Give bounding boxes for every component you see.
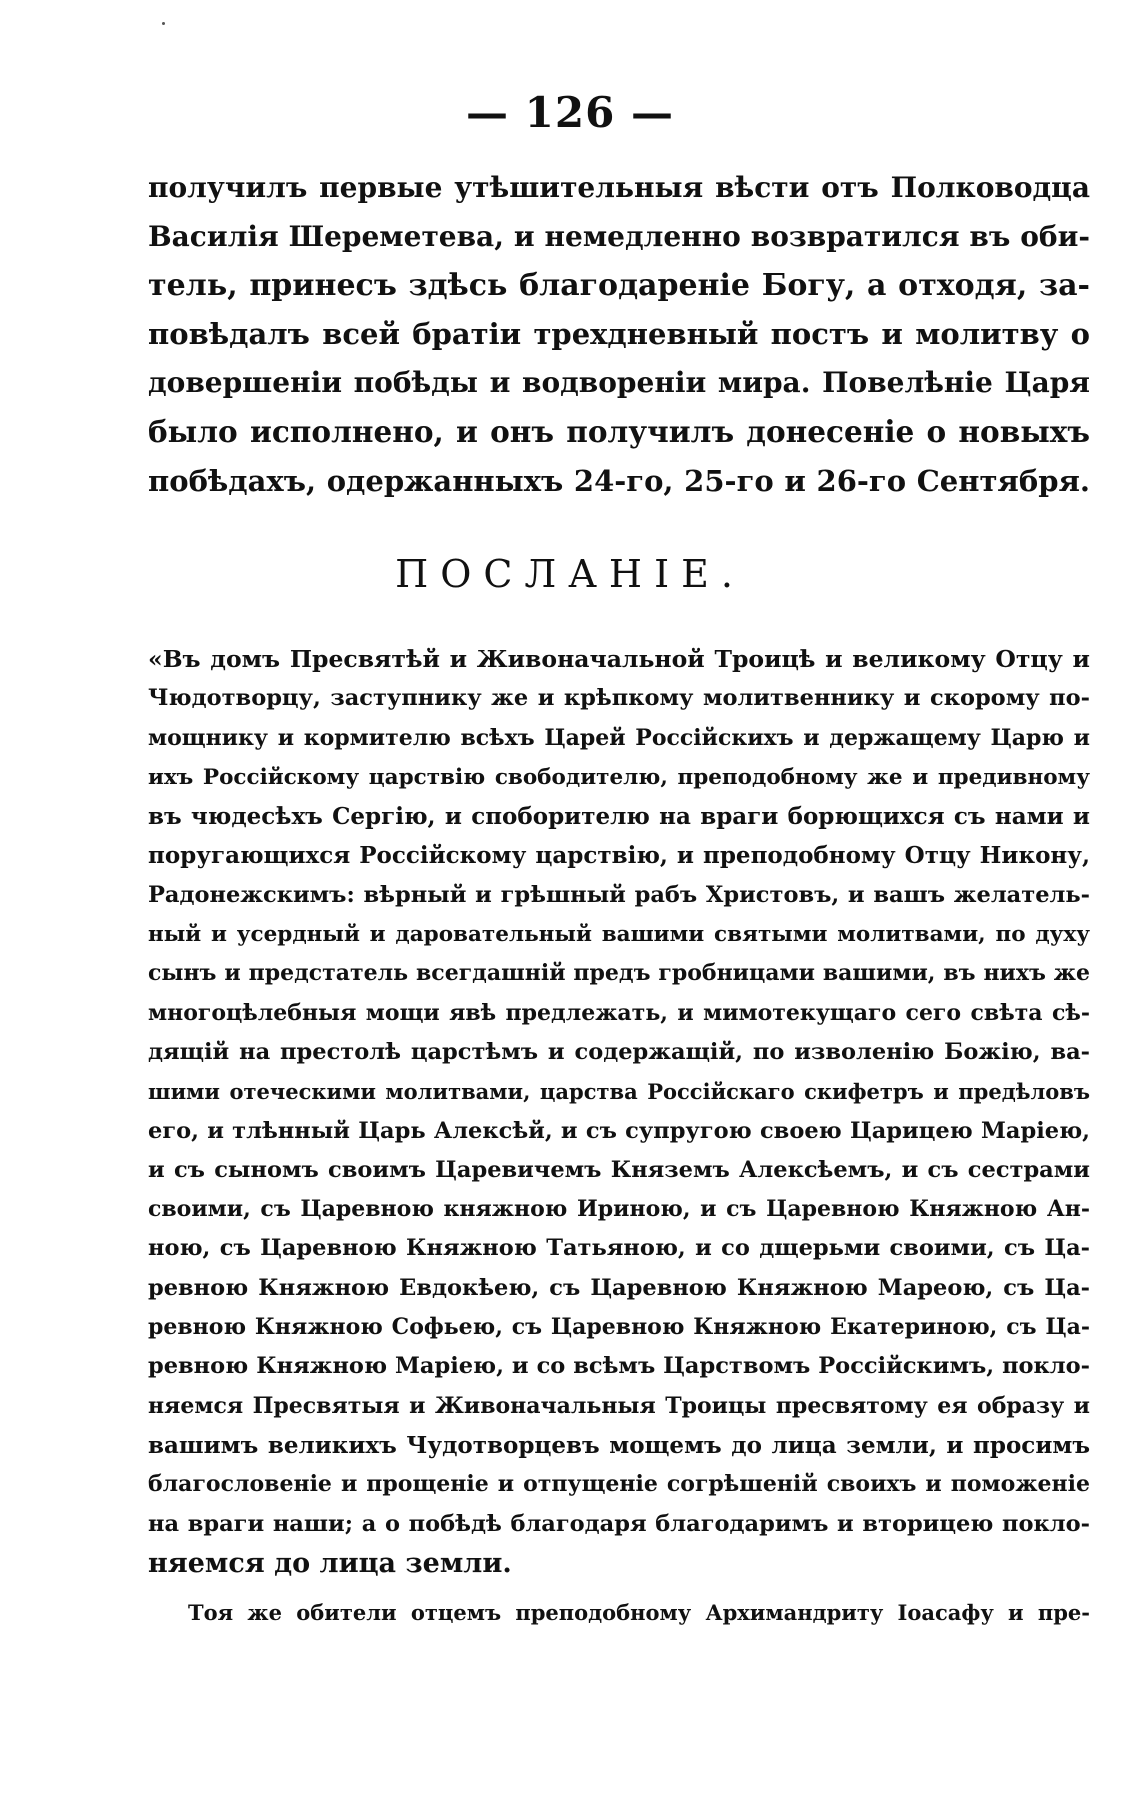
intro-line: было исполнено, и онъ получилъ донесеніе о новыхъ [148,413,1090,449]
intro-line: Василія Шереметева, и немедленно возвратился въ оби- [148,219,1090,253]
final-paragraph [148,1593,1090,1632]
epistle-line: ихъ Россійскому царствію свободителю, преподобному же и предивному [148,764,1090,790]
epistle-line: многоцѣлебныя мощи явѣ предлежать, и мимотекущаго сего свѣта сѣ- [148,999,1090,1026]
epistle-line: ревною Княжною Софьею, съ Царевною Княжною Екатериною, съ Ца- [148,1314,1090,1341]
epistle-line: своими, съ Царевною княжною Ириною, и съ Царевною Княжною Ан- [148,1196,1090,1223]
epistle-line: мощнику и кормителю всѣхъ Царей Россійскихъ и держащему Царю и [148,724,1090,751]
epistle-line: и съ сыномъ своимъ Царевичемъ Княземъ Алексѣемъ, и съ сестрами [148,1156,1090,1183]
epistle-line: ною, съ Царевною Княжною Татьяною, и со дщерьми своими, съ Ца- [148,1235,1090,1262]
epistle-line: ный и усердный и даровательный вашими святыми молитвами, по духу [148,922,1090,948]
epistle-line: благословеніе и прощеніе и отпущеніе согрѣшеній своихъ и поможеніе [148,1471,1090,1498]
epistle-line: дящій на престолѣ царстѣмъ и содержащій, по изволенію Божію, ва- [148,1038,1090,1065]
epistle-line: поругающихся Россійскому царствію, и преподобному Отцу Никону, [148,842,1090,870]
paper-speck [162,22,165,25]
final-line: Тоя же обители отцемъ преподобному Архимандриту Іоасафу и пре- [188,1600,1090,1625]
section-heading: ПОСЛАНІЕ. [395,552,745,596]
epistle-line: няемся Пресвятыя и Живоначальныя Троицы пресвятому ея образу и [148,1392,1090,1419]
epistle-line: на враги наши; а о побѣдѣ благодаря благодаримъ и вторицею покло- [148,1510,1090,1537]
epistle-line: Радонежскимъ: вѣрный и грѣшный рабъ Христовъ, и вашъ желатель- [148,881,1090,908]
intro-line: побѣдахъ, одержанныхъ 24-го, 25-го и 26-го Сентября. [148,463,1090,498]
epistle-line: «Въ домъ Пресвятѣй и Живоначальной Троицѣ и великому Отцу и [148,645,1090,673]
epistle-line: ревною Княжною Евдокѣею, съ Царевною Княжною Мареою, съ Ца- [148,1274,1090,1301]
intro-line: тель, принесъ здѣсь благодареніе Богу, а отходя, за- [148,267,1090,303]
epistle-line: въ чюдесѣхъ Сергію, и споборителю на враги борющихся съ нами и [148,803,1090,831]
epistle-line: вашимъ великихъ Чудотворцевъ мощемъ до лица земли, и просимъ [148,1431,1090,1459]
epistle-line: няемся до лица земли. [148,1547,512,1579]
intro-line: повѣдалъ всей братіи трехдневный постъ и молитву о [148,317,1090,352]
intro-line: довершеніи побѣды и водвореніи мира. Повелѣніе Царя [148,366,1090,400]
epistle-line: шими отеческими молитвами, царства Россійскаго скифетръ и предѣловъ [148,1079,1090,1105]
epistle-line: его, и тлѣнный Царь Алексѣй, и съ супругою своею Царицею Маріею, [148,1117,1090,1144]
page-number: — 126 — [466,88,674,137]
epistle-paragraph [148,640,1090,1583]
epistle-line: Чюдотворцу, заступнику же и крѣпкому молитвеннику и скорому по- [148,685,1090,712]
intro-line: получилъ первые утѣшительныя вѣсти отъ Полководца [148,171,1090,204]
intro-paragraph [148,164,1090,506]
epistle-line: ревною Княжною Маріею, и со всѣмъ Царствомъ Россійскимъ, покло- [148,1353,1090,1380]
epistle-line: сынъ и предстатель всегдашній предъ гробницами вашими, въ нихъ же [148,960,1090,987]
